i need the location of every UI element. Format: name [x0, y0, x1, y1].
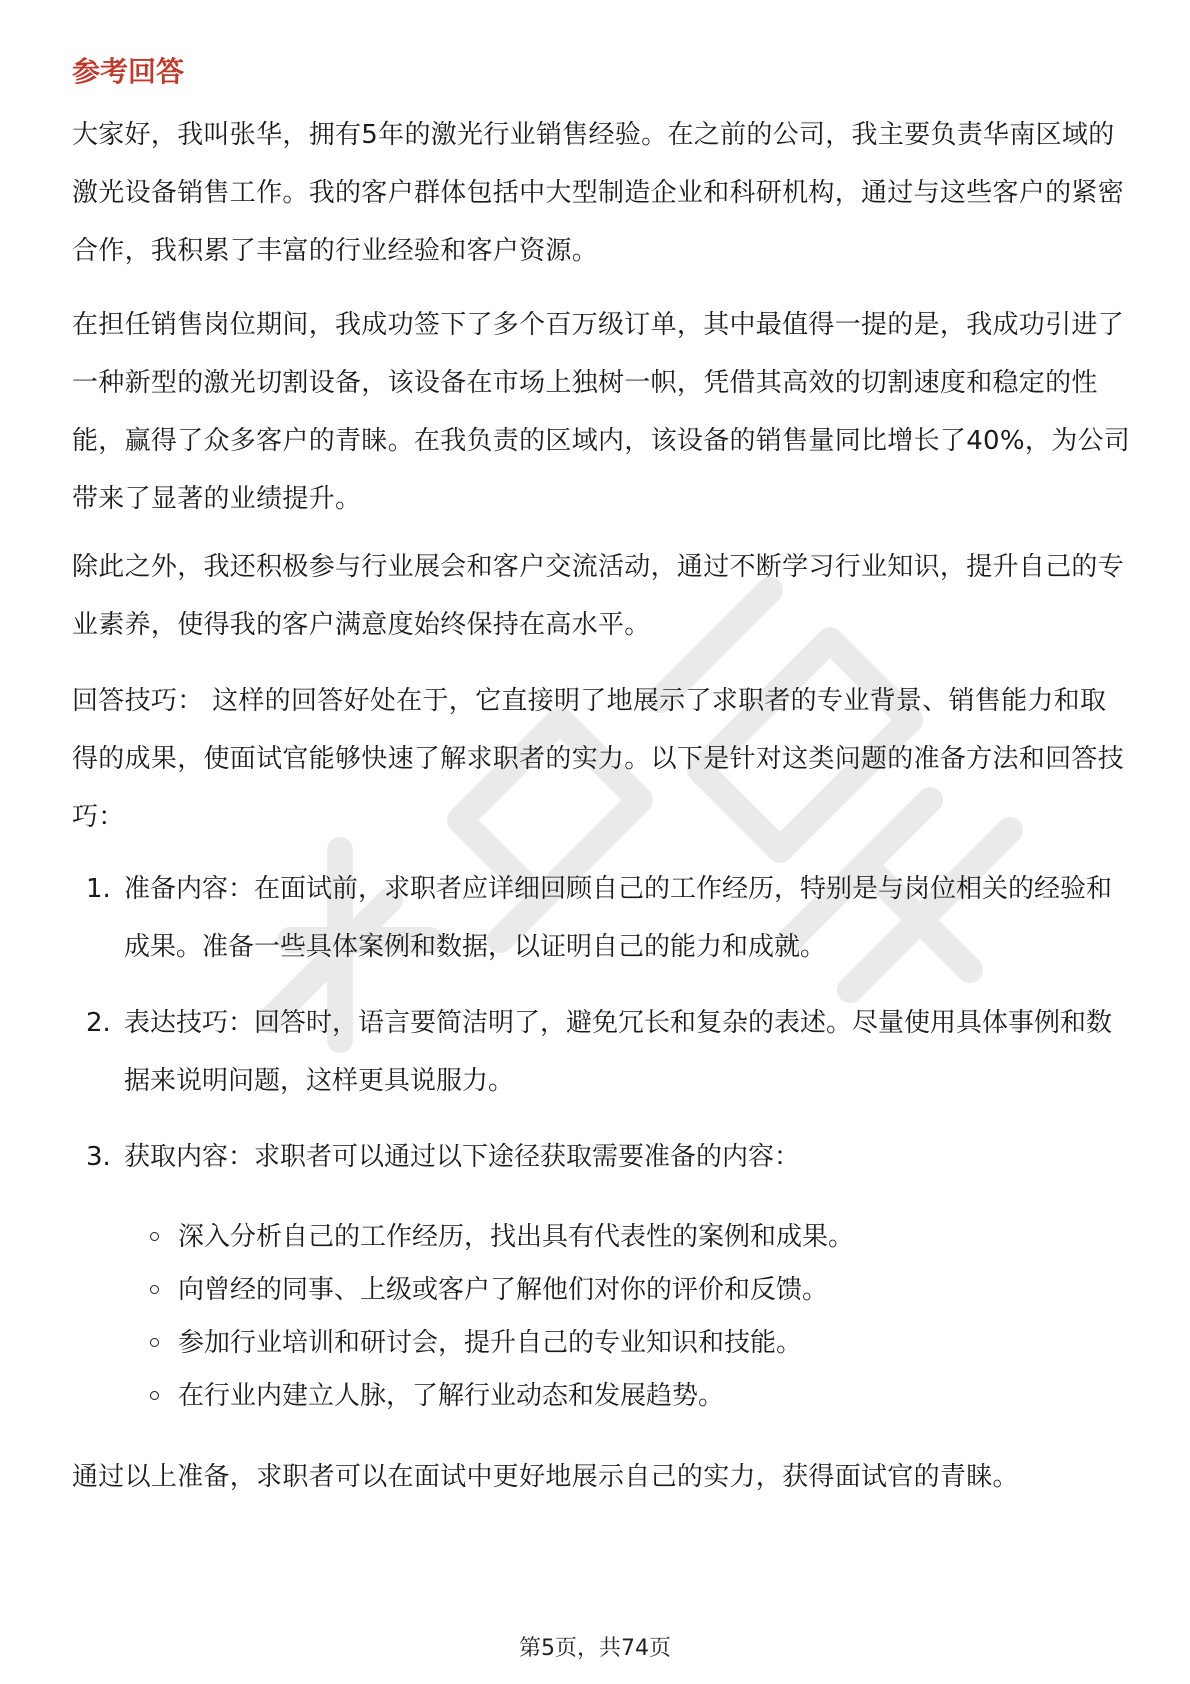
page-number-footer: 第5页，共74页 — [519, 1636, 671, 1661]
list-item-obtain-content — [86, 1128, 1126, 1186]
achievement-paragraph: 在担任销售岗位期间，我成功签下了多个百万级订单，其中最值得一提的是，我成功引进了一种新型的激光切割设备，该设备在市场上独树一帜，凭借其高效的切割速度和稳定的性能，赢得了众多客户的青睐。在我负责的区域内，该设备的销售量同比增长了40%，为公司带来了显著的业绩提升。 — [72, 310, 1131, 514]
list-number: 1. — [86, 874, 111, 904]
hollow-bullet-icon — [150, 1391, 159, 1400]
tips-paragraph: 回答技巧： 这样的回答好处在于，它直接明了地展示了求职者的专业背景、销售能力和取得的成果，使面试官能够快速了解求职者的实力。以下是针对这类问题的准备方法和回答技巧： — [72, 686, 1125, 832]
bullet-item — [150, 1261, 1130, 1319]
bullet-item — [150, 1367, 1130, 1425]
bullet-item — [150, 1314, 1130, 1372]
bullet-text: 深入分析自己的工作经历，找出具有代表性的案例和成果。 — [178, 1222, 855, 1252]
list-item-text: 获取内容：求职者可以通过以下途径获取需要准备的内容： — [124, 1142, 801, 1172]
hollow-bullet-icon — [150, 1338, 159, 1347]
list-item-prepare-content — [86, 860, 1126, 976]
hollow-bullet-icon — [150, 1285, 159, 1294]
list-item-text: 准备内容：在面试前，求职者应详细回顾自己的工作经历，特别是与岗位相关的经验和成果。准备一些具体案例和数据，以证明自己的能力和成就。 — [124, 874, 1113, 962]
list-item-text: 表达技巧：回答时，语言要简洁明了，避免冗长和复杂的表述。尽量使用具体事例和数据来说明问题，这样更具说服力。 — [124, 1008, 1113, 1096]
list-number: 2. — [86, 1008, 111, 1038]
bullet-text: 参加行业培训和研讨会，提升自己的专业知识和技能。 — [178, 1328, 803, 1358]
hollow-bullet-icon — [150, 1232, 159, 1241]
list-item-expression-skills — [86, 994, 1126, 1110]
intro-paragraph: 大家好，我叫张华，拥有5年的激光行业销售经验。在之前的公司，我主要负责华南区域的激光设备销售工作。我的客户群体包括中大型制造企业和科研机构，通过与这些客户的紧密合作，我积累了丰富的行业经验和客户资源。 — [72, 120, 1125, 266]
section-title: 参考回答 — [72, 55, 185, 88]
closing-paragraph: 通过以上准备，求职者可以在面试中更好地展示自己的实力，获得面试官的青睐。 — [72, 1462, 1019, 1492]
bullet-text: 在行业内建立人脉，了解行业动态和发展趋势。 — [178, 1381, 725, 1411]
activities-paragraph: 除此之外，我还积极参与行业展会和客户交流活动，通过不断学习行业知识，提升自己的专业素养，使得我的客户满意度始终保持在高水平。 — [72, 552, 1125, 640]
bullet-item — [150, 1208, 1130, 1266]
list-number: 3. — [86, 1142, 111, 1172]
bullet-text: 向曾经的同事、上级或客户了解他们对你的评价和反馈。 — [178, 1275, 829, 1305]
